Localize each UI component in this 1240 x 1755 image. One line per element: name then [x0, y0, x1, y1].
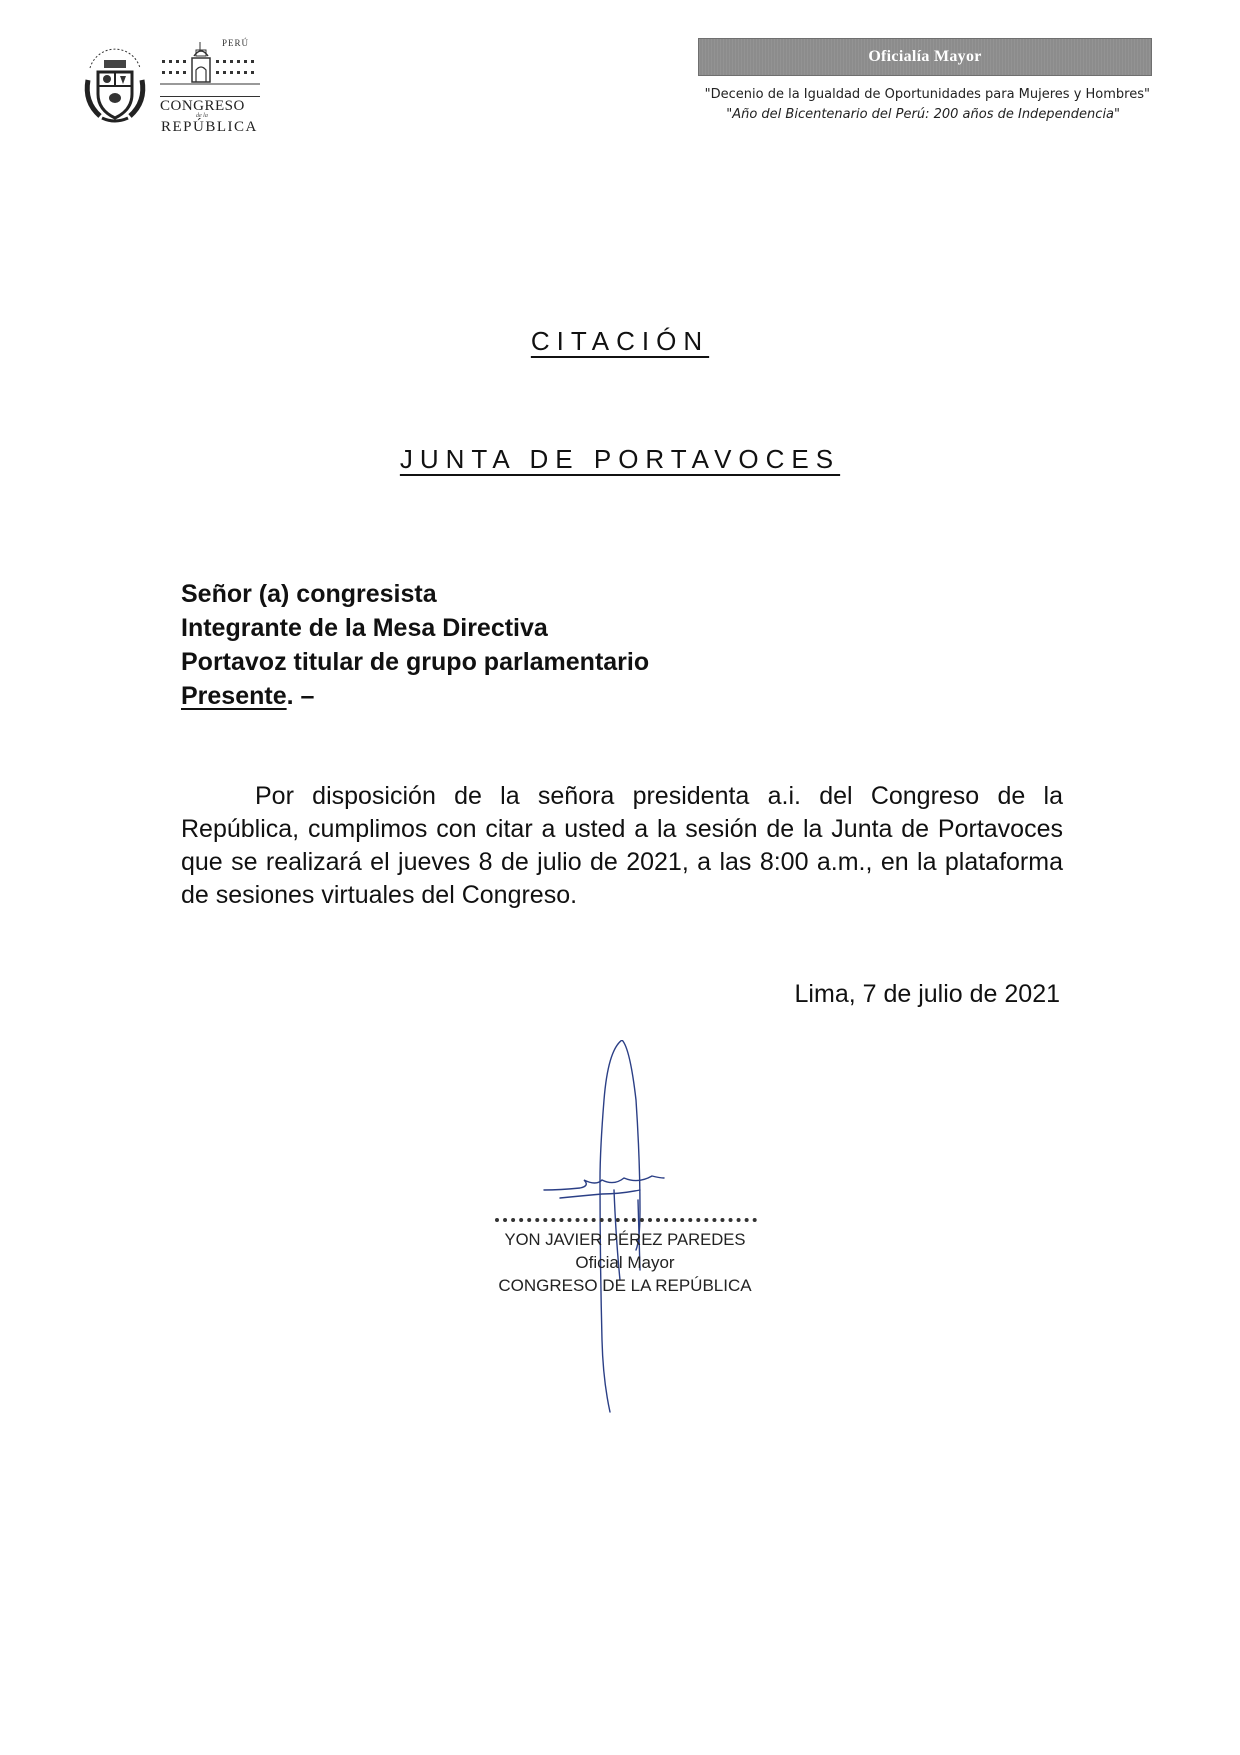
place-date: Lima, 7 de julio de 2021: [794, 980, 1060, 1008]
addressee-line: Integrante de la Mesa Directiva: [181, 614, 548, 642]
document-title-text: CITACIÓN: [530, 326, 710, 356]
document-subtitle: [0, 444, 1240, 475]
logo-country-text: PERÚ: [222, 38, 250, 48]
coat-of-arms-logo: [80, 46, 150, 126]
logo-de-la-text: de la: [196, 113, 208, 119]
presente-suffix: . –: [286, 682, 315, 710]
document-title: [0, 326, 1240, 357]
decenio-slogan: "Decenio de la Igualdad de Oportunidades para Mujeres y Hombres": [704, 87, 1150, 102]
logo-congreso-text: CONGRESO: [160, 96, 260, 115]
addressee-line: Portavoz titular de grupo parlamentario: [181, 648, 650, 676]
presente-word: Presente: [181, 682, 287, 710]
signer-title: Oficial Mayor: [575, 1253, 675, 1272]
office-label: Oficialía Mayor: [868, 48, 982, 65]
signature-dotted-line: [495, 1218, 757, 1228]
signer-organization: CONGRESO DE LA REPÚBLICA: [498, 1276, 752, 1295]
signer-name: YON JAVIER PÉREZ PAREDES: [504, 1230, 746, 1249]
anio-slogan: "Año del Bicentenario del Perú: 200 años de Independencia": [726, 107, 1120, 122]
body-paragraph: Por disposición de la señora presidenta a.i. del Congreso de la República, cumplimos con citar a usted a la sesión de la Junta de Portavoces que se realizará el jueves 8 de julio de 2021, a las 8:00 a.m., en la plataforma de sesiones virtuales del Congreso.: [181, 782, 1063, 909]
presente-line: [181, 682, 314, 711]
logo-republica-text: REPÚBLICA: [161, 119, 258, 135]
document-subtitle-text: JUNTA DE PORTAVOCES: [399, 444, 841, 474]
office-banner: [698, 38, 1152, 76]
addressee-line: Señor (a) congresista: [181, 580, 437, 608]
coat-of-arms-icon: [80, 46, 150, 126]
